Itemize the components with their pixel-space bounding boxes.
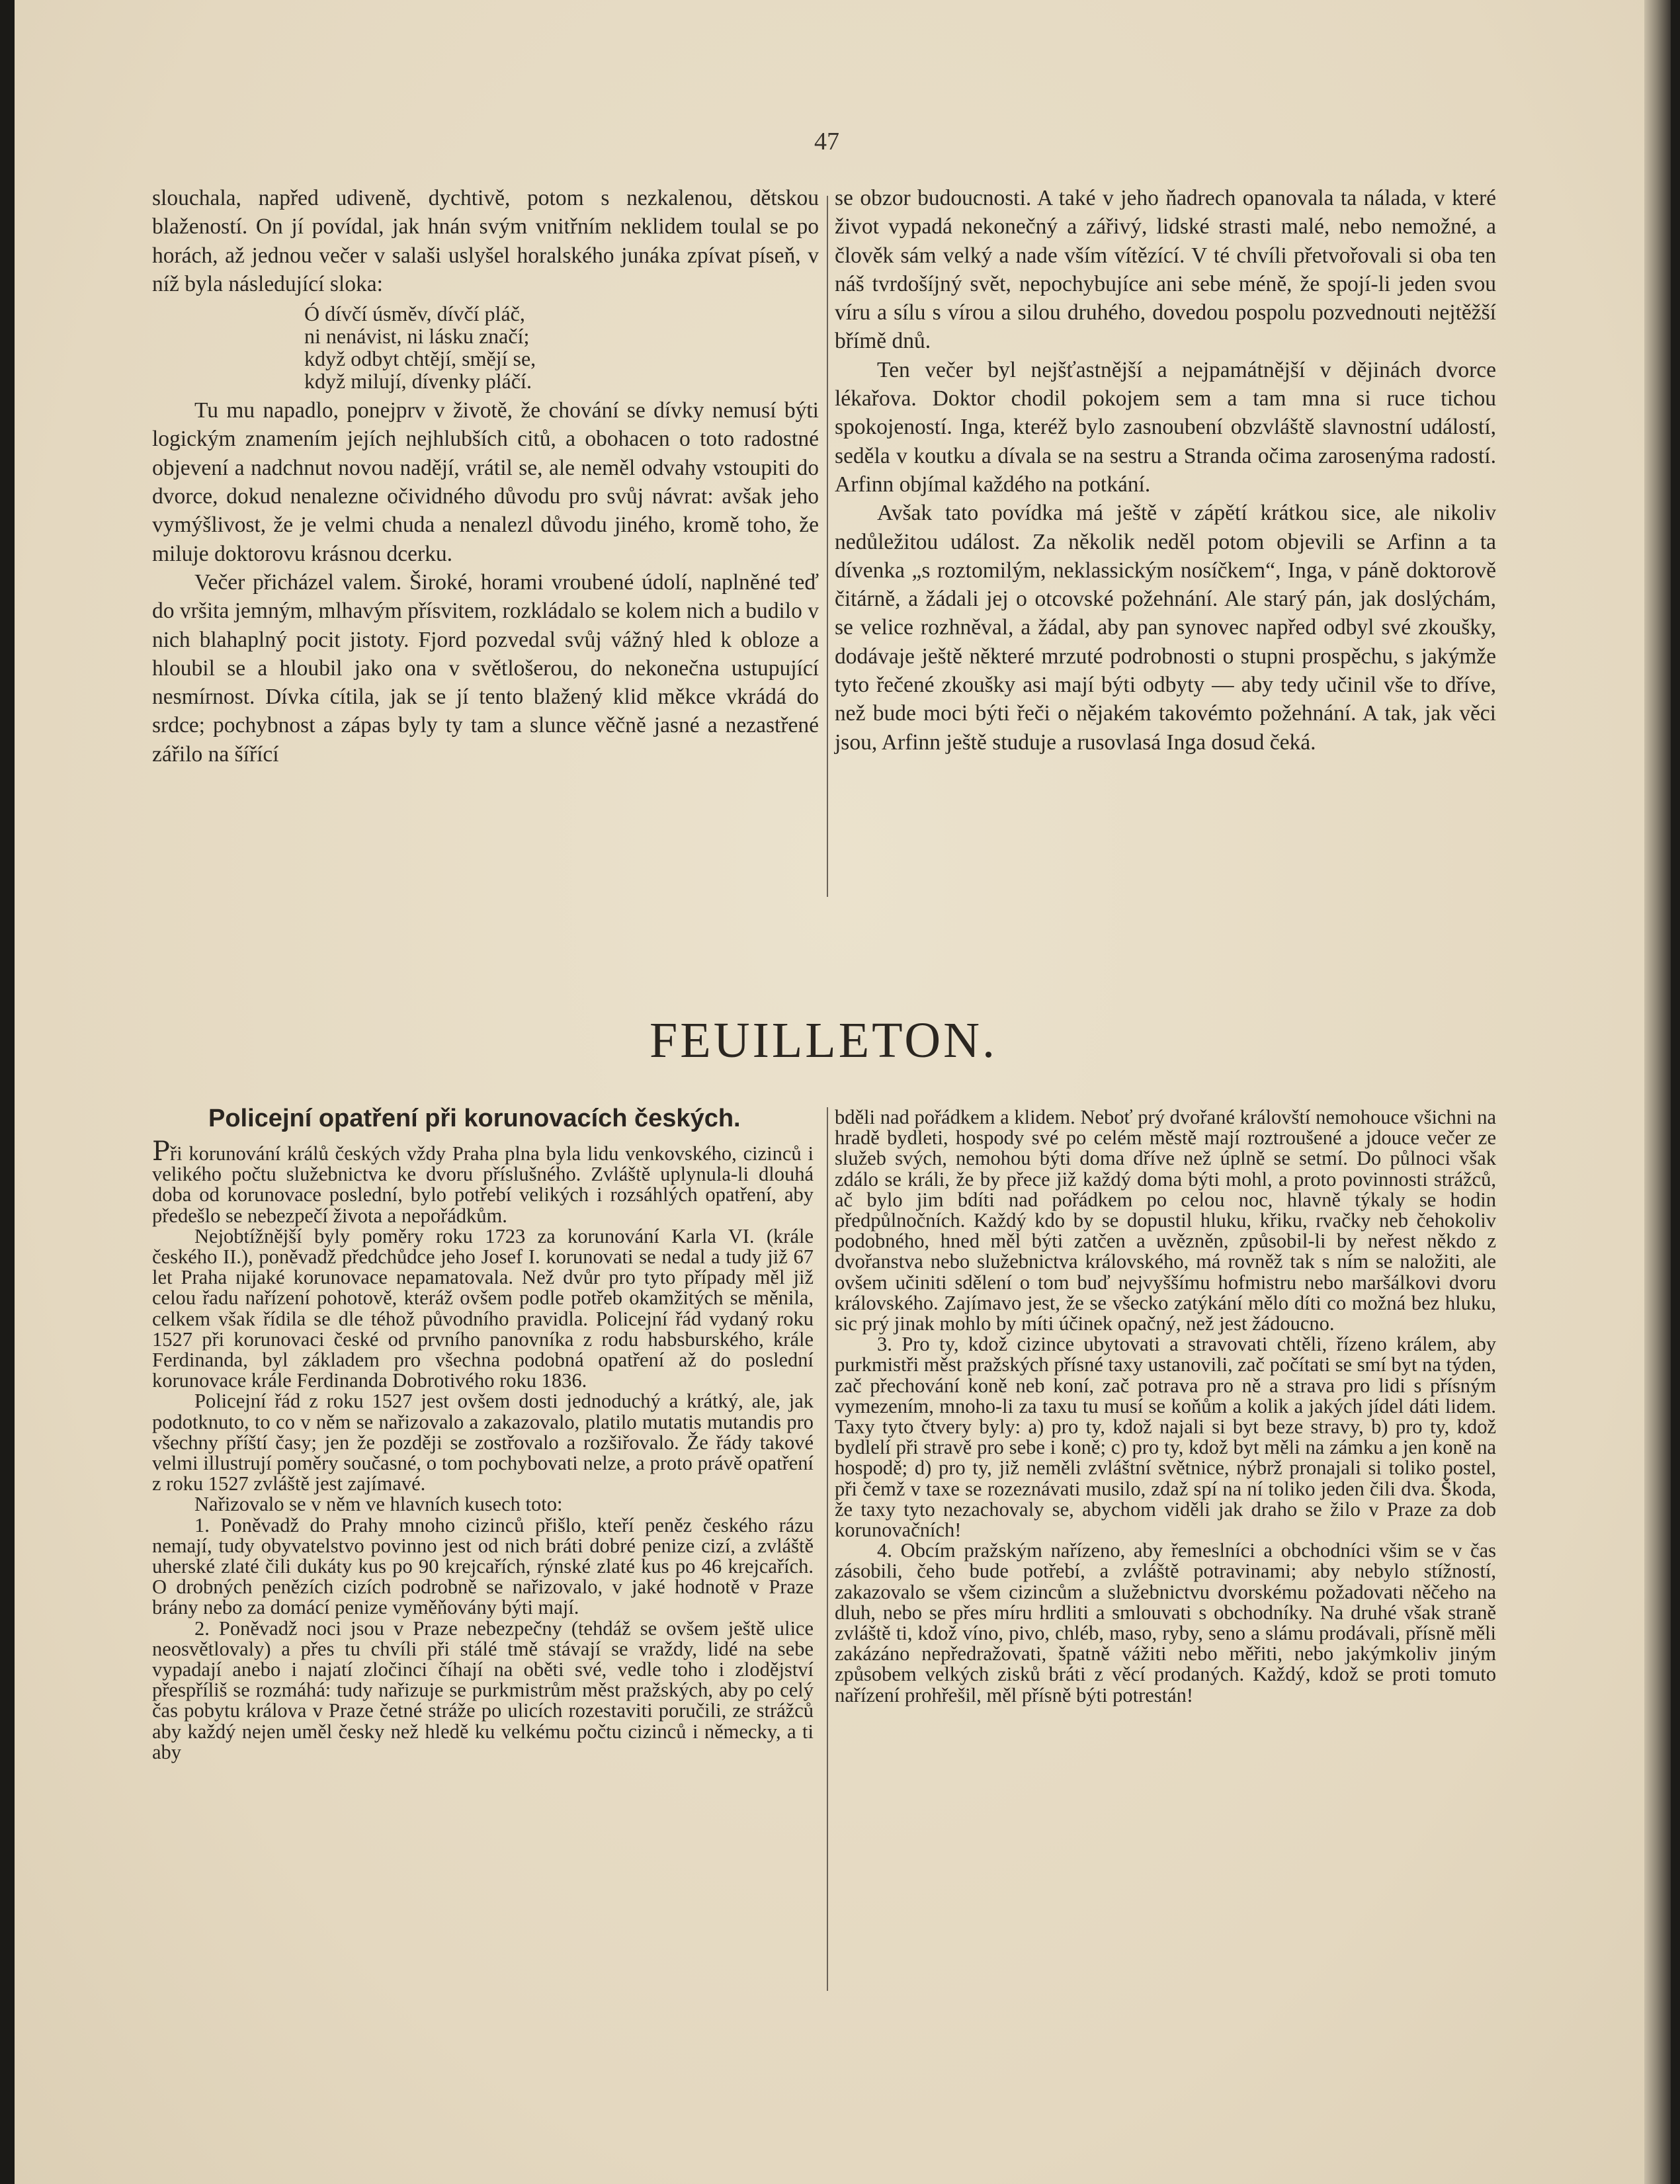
story-column-left <box>152 184 819 769</box>
article-title: Policejní opatření při korunovacích českých. <box>208 1105 741 1132</box>
poem-line: Ó dívčí úsměv, dívčí pláč, <box>304 302 525 326</box>
paragraph: se obzor budoucnosti. A také v jeho ňadrech opanovala ta nálada, v které život vypadá nekonečný a zářivý, lidské strasti malé, nebo nemožné, a člověk sám velký a nade vším vítězící. V té chvíli přetvořovali si oba ten náš tvrdošíjný svět, nepochybujíce ani sebe méně, že spojí-li jeden svou víru a sílu s vírou a silou druhého, dovedou pospolu pozvednouti nejtěžší břímě dnů. <box>835 186 1496 354</box>
paragraph: Nejobtížnější byly poměry roku 1723 za korunování Karla VI. (krále českého II.), poněvadž předchůdce jeho Josef I. korunovati se nedal a tudy již 67 let Praha nijaké korunovace nepamatovala. Než dvůr pro tyto případy měl již celou řadu nařízení pohotově, kteráž ovšem podle potřeb okamžitých se měnila, celkem však řídila se dle téhož původního pravidla. Policejní řád vydaný roku 1527 při korunovaci české od prvního panovníka z rodu habsburského, krále Ferdinanda, byl základem pro všechna podobná opatření až do poslední korunovace krále Ferdinanda Dobrotivého roku 1836. <box>152 1224 814 1392</box>
paragraph: 3. Pro ty, kdož cizince ubytovati a stravovati chtěli, řízeno králem, aby purkmistři měst pražských přísné taxy ustanovili, zač počítati se smí byt na týden, zač přechování koně neb koní, zač potrava pro ně a strava pro lidi s přísným vymezením, mnoho-li za taxu tu musí se koňům a kolik a jakých jídel dáti lidem. Taxy tyto čtvery byly: a) pro ty, kdož najali si byt beze stravy, b) pro ty, kdož bydlelí při stravě pro sebe i koně; c) pro ty, kdož byt měli na zámku a jen koně na hospodě; d) pro ty, již neměli zvláštní světnice, nýbrž pronajali si toliko postel, při čemž v taxe se rozeznávati musilo, zdaž spí na ní toliko jeden čili dva. Škoda, že taxy tyto nezachovaly se, abychom viděli jak draho se žilo v Praze za dob korunovačních! <box>835 1333 1496 1542</box>
drop-cap: P <box>152 1136 170 1167</box>
paragraph: Tu mu napadlo, ponejprv v životě, že chování se dívky nemusí býti logickým znamením jejích nejhlubších citů, a obohacen o toto radostné objevení a nadchnut novou nadějí, vrátil se, ale neměl odvahy vstoupiti do dvorce, dokud nenalezne očividného důvodu pro svůj návrat: avšak jeho vymýšlivost, že je velmi chuda a nenalezl důvodu jiného, kromě toho, že miluje doktorovu krásnou dcerku. <box>152 398 819 566</box>
page-edge <box>1644 0 1671 2184</box>
article-column-left <box>152 1136 814 1763</box>
poem-line: když odbyt chtějí, smějí se, <box>304 347 536 371</box>
paragraph-text: ři korunování králů českých vždy Praha plna byla lidu venkovského, cizinců i velikého počtu služebnictva ke dvoru příslušného. Zvláště uplynula-li dlouhá doba od korunovace poslední, bylo potřebí velikých i rozsáhlých opatření, aby předešlo se nebezpečí života a nepořádkům. <box>152 1142 814 1227</box>
story-column-right <box>835 184 1496 757</box>
paragraph: Avšak tato povídka má ještě v zápětí krátkou sice, ale nikoliv nedůležitou událost. Za několik neděl potom objevili se Arfinn a ta dívenka „s roztomilým, neklassickým nosíčkem“, Inga, v páně doktorově čitárně, a žádali jej o otcovské požehnání. Ale starý pán, jak doslýchám, se velice rozhněval, a žádal, aby pan synovec napřed odbyl své zkoušky, dodávaje ještě některé mrzuté podrobnosti o stupni prospěchu, s jakýmže tyto řečené zkoušky asi mají býti odbyty — aby tedy učinil vše to dříve, než bude moci býti řeči o nějakém takovémto požehnání. A tak, jak věci jsou, Arfinn ještě studuje a rusovlasá Inga dosud čeká. <box>835 501 1496 755</box>
poem-line: ni nenávist, ni lásku značí; <box>304 324 530 349</box>
paragraph: Policejní řád z roku 1527 jest ovšem dosti jednoduchý a krátký, ale, jak podotknuto, to co v něm se nařizovalo a zakazovalo, platilo mutatis mutandis pro všechny příští časy; jen že později se zostřovalo a rozšiřovalo. Že řády takové velmi illustrují poměry současné, o tom pochybovati nelze, a proto právě opatření z roku 1527 zvláště jest zajímavé. <box>152 1390 814 1495</box>
article-column-right <box>835 1107 1496 1706</box>
paragraph: Večer přicházel valem. Široké, horami vroubené údolí, naplněné teď do vršita jemným, mlhavým přísvitem, rozkládalo se kolem nich a budilo v nich blahaplný pocit jistoty. Fjord pozvedal svůj vážný hled k obloze a hloubil se a hloubil jako ona v světlošerou, do nekonečna ustupující nesmírnost. Dívka cítila, jak se jí tento blažený klid měkce vkrádá do srdce; pochybnost a zápas byly ty tam a slunce věčně jasné a nezastřené zářilo na šířící <box>152 569 819 767</box>
poem-line: když milují, dívenky pláčí. <box>304 369 532 394</box>
poem-stanza <box>304 302 819 392</box>
section-heading: FEUILLETON. <box>650 1013 997 1068</box>
paragraph: bděli nad pořádkem a klidem. Neboť prý dvořané královští nemohouce všichni na hradě bydleti, hospody své po celém městě mají roztroušené a jdouce večer ze služeb svých, nemohou býti doma dříve než úplně se setmí. Do půlnoci však zdálo se králi, že by přece již každý doma býti mohl, a proto povinnosti strážců, ač bylo jim bdíti nad pořádkem po celou noc, hlavně týkaly se hodin předpůlnočních. Každý kdo by se dopustil hluku, křiku, rvačky neb čehokoliv podobného, hned měl býti zatčen a uvězněn, způsobil-li by neřest někdo z dvořanstva nebo služebnictva královského, má rovněž tak s ním se naložiti, ale ovšem učiniti sdělení o tom buď nejvyššímu hofmistru nebo maršálkovi dvoru královského. Zajímavo jest, že se všecko zatýkání mělo díti co možná bez hluku, sic prý jinak mohlo by míti účinek opačný, než jest žádoucno. <box>835 1106 1496 1335</box>
paragraph: 1. Poněvadž do Prahy mnoho cizinců přišlo, kteří peněz českého rázu nemají, tudy obyvatelstvo povinno jest od nich bráti dobré penize cizí, a zvláště uherské zlaté čili dukáty kus po 90 krejcařích, rýnské zlaté kus po 46 krejcařích. O drobných penězích cizích podrobně se nařizovalo, v jaké hodnotě v Praze brány nebo za domácí penize vyměňovány býti mají. <box>152 1513 814 1619</box>
paragraph: Nařizovalo se v něm ve hlavních kusech toto: <box>194 1493 563 1516</box>
paragraph: slouchala, napřed udiveně, dychtivě, potom s nezkalenou, dětskou blažeností. On jí povídal, jak hnán svým vnitřním neklidem toulal se po horách, až jednou večer v salaši uslyšel horalského junáka zpívat píseň, v níž byla následující sloka: <box>152 186 819 296</box>
column-divider <box>827 196 828 897</box>
paragraph: 4. Obcím pražským nařízeno, aby řemeslníci a obchodníci všim se v čas zásobili, čeho bude potřebí, a zvláště potravinami; aby nebylo stížností, zakazovalo se všem cizincům a služebnictvu dvorskému požadovati něčeho na dluh, nebo se přes míru hrdliti a smlouvati s obchodníky. Na druhé však straně zvláště ti, kdož víno, pivo, chléb, maso, ryby, seno a slámu prodávali, přísně měli zakázáno nepředražovati, špatně vážiti nebo měřiti, nebo jakýmkoliv jiným způsobem velkých zisků bráti z věcí prodaných. Každý, kdož se proti tomuto nařízení prohřešil, měl přísně býti potrestán! <box>835 1539 1496 1706</box>
paragraph: 2. Poněvadž noci jsou v Praze nebezpečny (tehdáž se ovšem ještě ulice neosvětlovaly) a přes tu chvíli při stálé tmě stávají se vraždy, lidé na sebe vypadají anebo i najatí zločinci číhají na oběti své, vedle toho i zlodějství přespříliš se rozmáhá: tudy nařizuje se purkmistrům měst pražských, aby po celý čas pobytu králova v Praze četné stráže po ulicích rozestaviti poručili, ze strážců aby každý nejen uměl česky než hledě ku velkému počtu cizinců i německy, a ti aby <box>152 1617 814 1763</box>
paragraph <box>152 1136 814 1227</box>
page-number: 47 <box>814 128 839 155</box>
paragraph: Ten večer byl nejšťastnější a nejpamátnější v dějinách dvorce lékařova. Doktor chodil pokojem sem a tam mna si ruce tichou spokojeností. Inga, kteréž bylo zasnoubení obzvláště slavnostní událostí, seděla v koutku a dívala se na sestru a Stranda očima zarosenýma radostí. Arfinn objímal každého na potkání. <box>835 357 1496 497</box>
column-divider <box>827 1107 828 1991</box>
